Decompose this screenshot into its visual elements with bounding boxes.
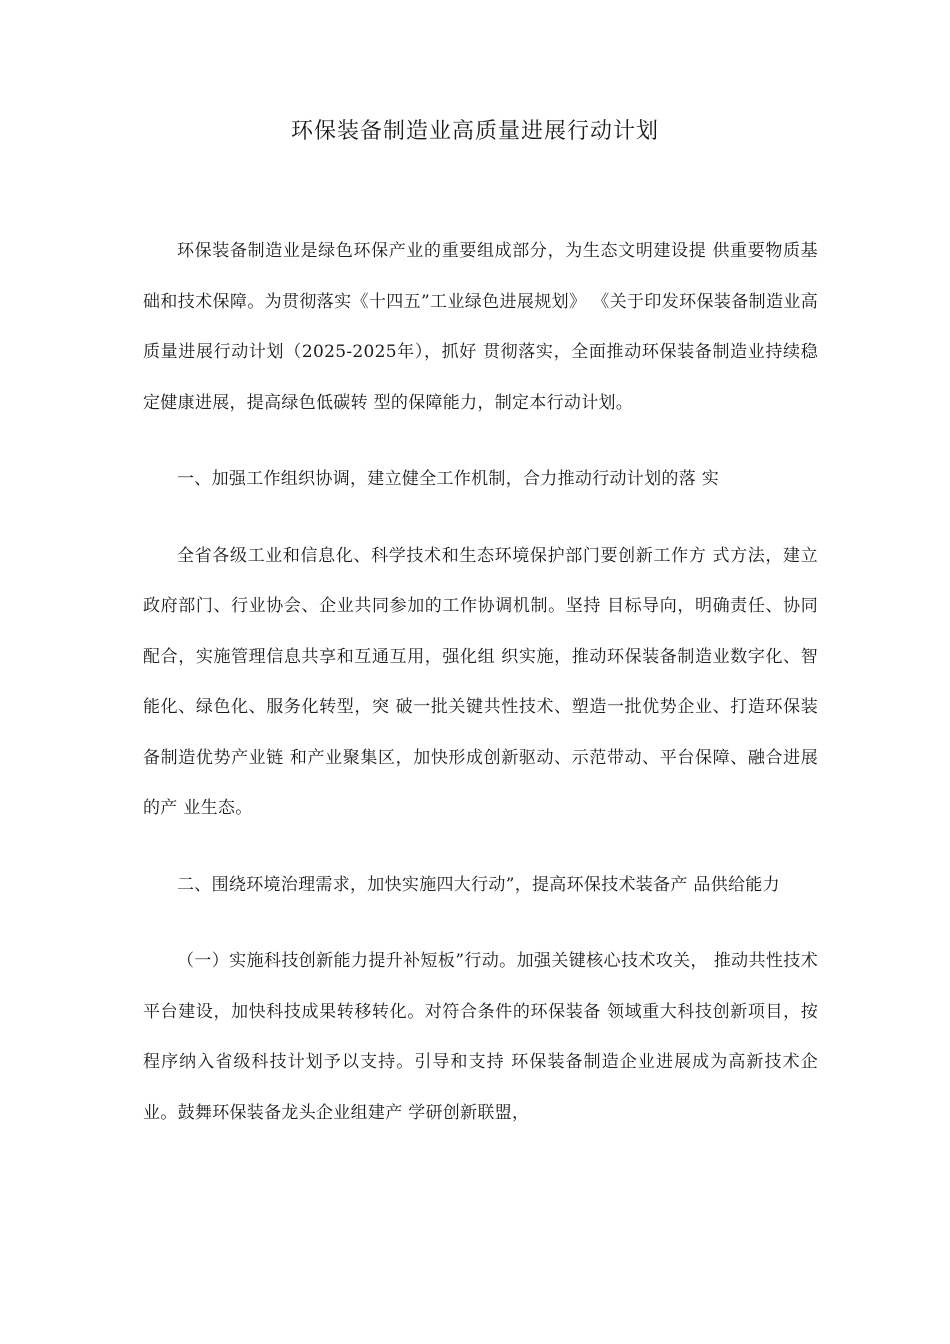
document-body	[143, 226, 818, 1164]
section-heading-1: 一、加强工作组织协调，建立健全工作机制，合力推动行动计划的落 实	[177, 469, 720, 489]
section-heading-2: 二、围绕环境治理需求，加快实施四大行动”，提高环保技术装备产 品供给能力	[177, 874, 780, 895]
document-title: 环保装备制造业高质量进展行动计划	[290, 119, 659, 144]
paragraph-intro: 环保装备制造业是绿色环保产业的重要组成部分，为生态文明建设提 供重要物质基础和技术保障。为贯彻落实《十四五”工业绿色进展规划》 《关于印发环保装备制造业高质量进展行动计划（2025-2025年），抓好 贯彻落实，全面推动环保装备制造业持续稳定健康进展，提高绿色低碳转 型的保障能力，制定本行动计划。	[143, 241, 818, 413]
paragraph-subsection-1: （一）实施科技创新能力提升补短板”行动。加强关键核心技术攻关， 推动共性技术平台建设，加快科技成果转移转化。对符合条件的环保装备 领域重大科技创新项目，按程序纳入省级科技计划予以支持。引导和支持 环保装备制造企业进展成为高新技术企业。鼓舞环保装备龙头企业组建产 学研创新联盟，	[143, 951, 818, 1123]
paragraph-section-1: 全省各级工业和信息化、科学技术和生态环境保护部门要创新工作方 式方法，建立政府部门、行业协会、企业共同参加的工作协调机制。坚持 目标导向，明确责任、协同配合，实施管理信息共享和互通互用，强化组 织实施，推动环保装备制造业数字化、智能化、绿色化、服务化转型，突 破一批关键共性技术、塑造一批优势企业、打造环保装备制造优势产业链 和产业聚集区，加快形成创新驱动、示范带动、平台保障、融合进展的产 业生态。	[143, 545, 818, 818]
